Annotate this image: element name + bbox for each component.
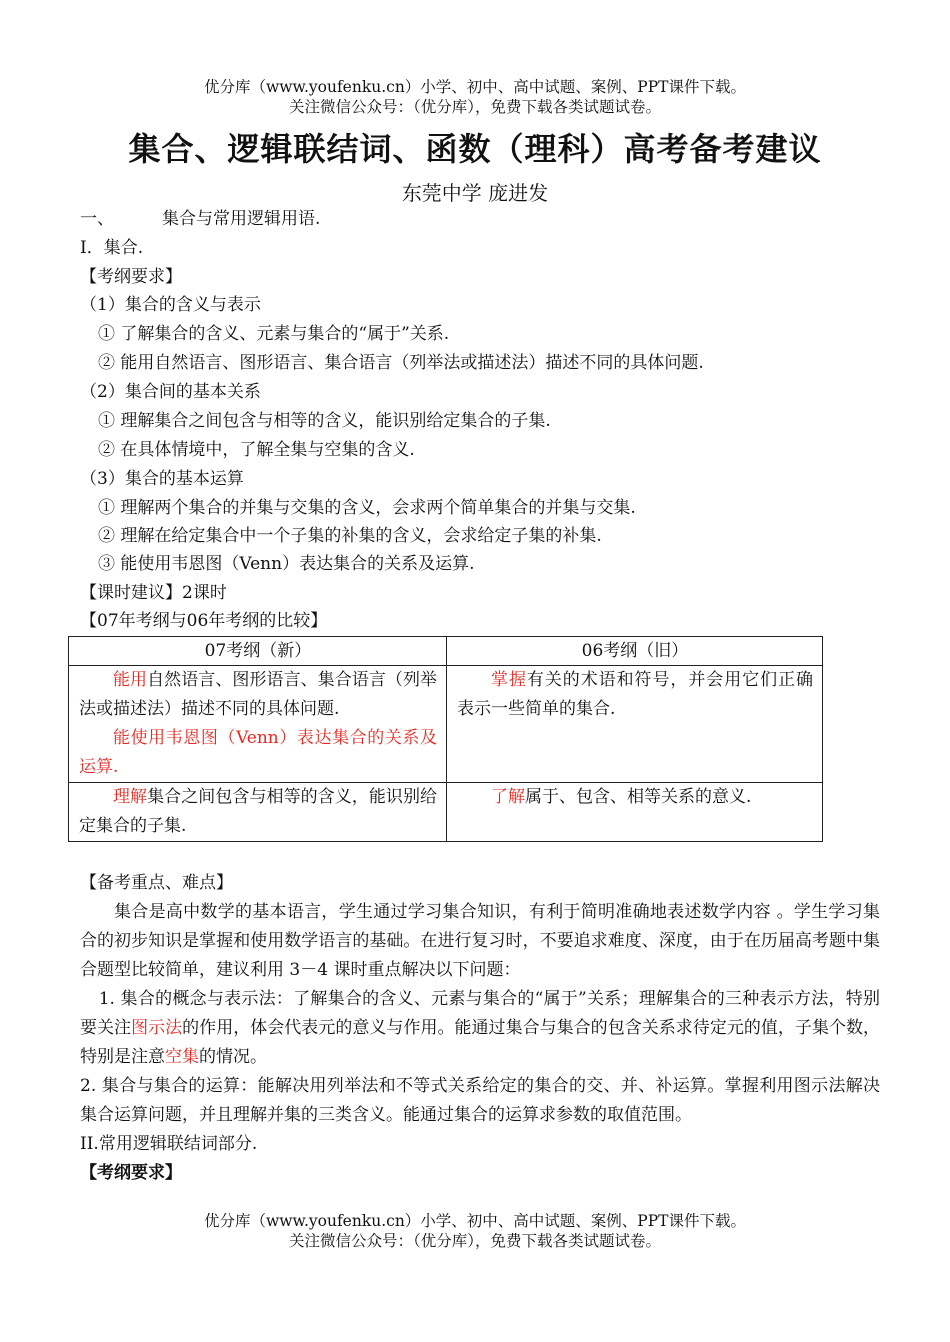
highlight-text: 了解 xyxy=(491,787,525,807)
req-item: ③ 能使用韦恩图（Venn）表达集合的关系及运算. xyxy=(98,554,475,574)
point-1-text: 的情况。 xyxy=(199,1047,267,1067)
section-2-heading: II.常用逻辑联结词部分. xyxy=(80,1134,258,1154)
cell-text: 有关的术语和符号，并会用它们正确表示一些简单的集合. xyxy=(457,670,814,719)
table-row xyxy=(69,666,823,783)
req-item: ② 能用自然语言、图形语言、集合语言（列举法或描述法）描述不同的具体问题. xyxy=(98,353,704,373)
section-number: 一、 xyxy=(80,209,114,229)
footer-line-2: 关注微信公众号：（优分库），免费下载各类试题试卷。 xyxy=(288,1232,661,1250)
cell-text: 自然语言、图形语言、集合语言（列举法或描述法）描述不同的具体问题. xyxy=(79,670,438,719)
req-item: ① 理解集合之间包含与相等的含义，能识别给定集合的子集. xyxy=(98,411,551,431)
cell-paragraph-highlight: 能使用韦恩图（Venn）表达集合的关系及运算. xyxy=(79,728,437,777)
comparison-title: 【07年考纲与06年考纲的比较】 xyxy=(80,611,328,631)
cell-paragraph xyxy=(457,666,813,724)
intro-paragraph: 集合是高中数学的基本语言，学生通过学习集合知识，有利于简明准确地表述数学内容 。学生学习集合的初步知识是掌握和使用数学语言的基础。在进行复习时，不要追求难度、深度，由于在历届高考题中集合题型比较简单，建议利用 3－4 课时重点解决以下问题： xyxy=(80,902,880,980)
hours-suggestion: 【课时建议】2课时 xyxy=(80,583,227,603)
req-item: （2）集合间的基本关系 xyxy=(80,382,261,402)
req-item: （1）集合的含义与表示 xyxy=(80,295,261,315)
comparison-table xyxy=(68,636,823,842)
point-1 xyxy=(80,985,880,1072)
req-item: ① 理解两个集合的并集与交集的含义，会求两个简单集合的并集与交集. xyxy=(98,498,636,518)
cell-text: 属于、包含、相等关系的意义. xyxy=(525,787,752,807)
section-heading-text: 集合与常用逻辑用语. xyxy=(162,209,321,229)
requirements-title: 【考纲要求】 xyxy=(80,267,182,287)
req-item: （3）集合的基本运算 xyxy=(80,469,244,489)
footer-line-1: 优分库（www.youfenku.cn）小学、初中、高中试题、案例、PPT课件下载。 xyxy=(203,1212,747,1230)
subsection-title: I．集合. xyxy=(80,238,144,258)
table-row xyxy=(69,783,823,842)
req-item: ① 了解集合的含义、元素与集合的“属于”关系. xyxy=(98,324,450,344)
requirements-title-2: 【考纲要求】 xyxy=(80,1163,182,1183)
highlight-text: 能用 xyxy=(113,670,148,690)
header-line-2: 关注微信公众号：（优分库），免费下载各类试题试卷。 xyxy=(288,98,661,116)
page-title: 集合、逻辑联结词、函数（理科）高考备考建议 xyxy=(128,130,822,168)
cell-text: 集合之间包含与相等的含义，能识别给定集合的子集. xyxy=(79,787,438,836)
table-cell xyxy=(69,666,447,783)
highlight-text: 空集 xyxy=(165,1047,199,1067)
table-header-old: 06考纲（旧） xyxy=(447,637,823,666)
focus-body xyxy=(80,898,880,1188)
table-header-row xyxy=(69,637,823,666)
highlight-text: 掌握 xyxy=(491,670,527,690)
point-2: 2. 集合与集合的运算：能解决用列举法和不等式关系给定的集合的交、并、补运算。掌握利用图示法解决集合运算问题，并且理解并集的三类含义。能通过集合的运算求参数的取值范围。 xyxy=(80,1076,880,1125)
cell-paragraph xyxy=(79,783,437,841)
highlight-text: 图示法 xyxy=(131,1018,183,1038)
point-1-text: 1. 集合的概念与表示法：了解集合的含义、元素与集合的“属于”关系；理解集合的三种表示方法，特别要关注 xyxy=(80,989,880,1038)
focus-title: 【备考重点、难点】 xyxy=(80,873,233,893)
section-heading xyxy=(80,208,320,230)
author: 东莞中学 庞进发 xyxy=(401,181,549,205)
table-header-new: 07考纲（新） xyxy=(69,637,447,666)
table-cell xyxy=(447,783,823,842)
point-1-text: 的作用，体会代表元的意义与作用。能通过集合与集合的包含关系求待定元的值，子集个数，特别是注意 xyxy=(80,1018,881,1067)
highlight-text: 理解 xyxy=(113,787,148,807)
req-item: ② 理解在给定集合中一个子集的补集的含义，会求给定子集的补集. xyxy=(98,526,602,546)
header-line-1: 优分库（www.youfenku.cn）小学、初中、高中试题、案例、PPT课件下载。 xyxy=(203,78,747,96)
cell-paragraph xyxy=(457,783,813,812)
cell-paragraph xyxy=(79,666,437,724)
table-cell xyxy=(69,783,447,842)
req-item: ② 在具体情境中，了解全集与空集的含义. xyxy=(98,440,415,460)
table-cell xyxy=(447,666,823,783)
